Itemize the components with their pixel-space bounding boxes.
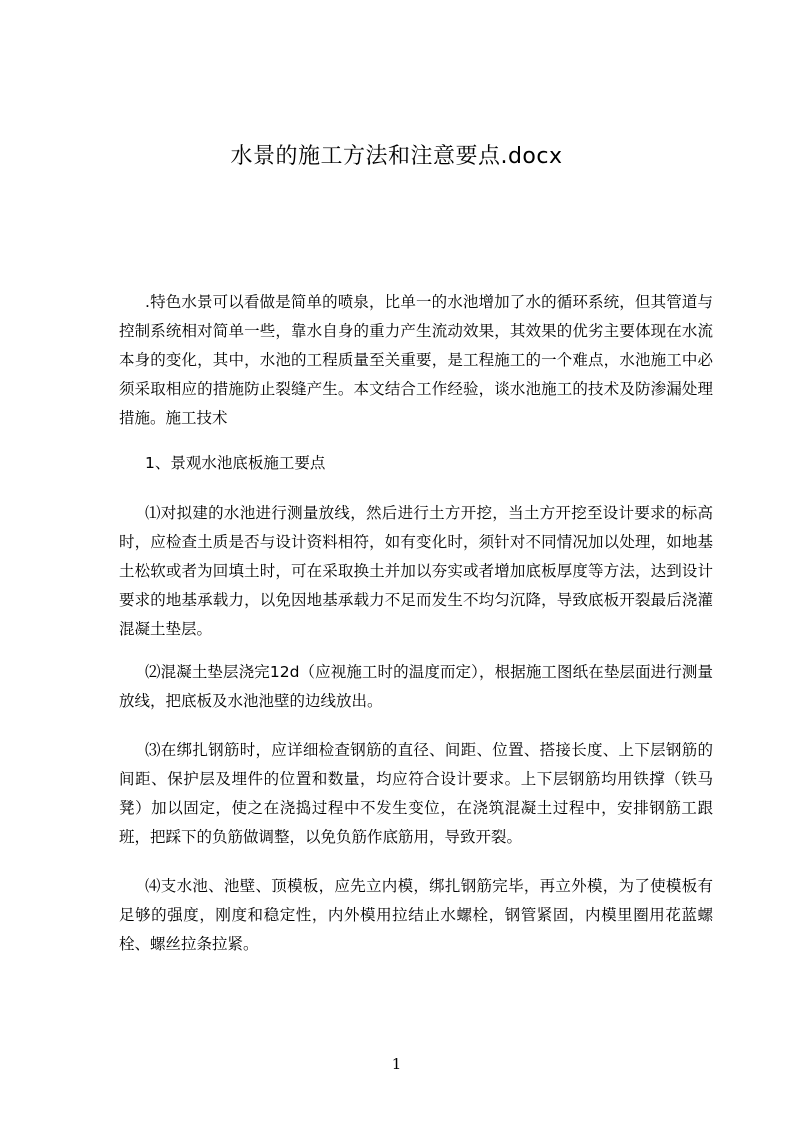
paragraph-step-4: ⑷支水池、池壁、顶模板，应先立内模，绑扎钢筋完毕，再立外模，为了使模板有足够的强度，刚度和稳定性，内外模用拉结止水螺栓，钢管紧固，内模里圈用花蓝螺栓、螺丝拉条拉紧。 xyxy=(119,877,713,953)
section-heading: 1、景观水池底板施工要点 xyxy=(145,454,326,472)
page-number: 1 xyxy=(391,1055,402,1073)
paragraph-intro: .特色水景可以看做是简单的喷泉，比单一的水池增加了水的循环系统，但其管道与控制系统相对简单一些，靠水自身的重力产生流动效果，其效果的优劣主要体现在水流本身的变化，其中，水池的工程质量至关重要，是工程施工的一个难点，水池施工中必须采取相应的措施防止裂缝产生。本文结合工作经验，谈水池施工的技术及防渗漏处理措施。施工技术 xyxy=(119,293,713,427)
paragraph-step-2: ⑵混凝土垫层浇完12d（应视施工时的温度而定），根据施工图纸在垫层面进行测量放线，把底板及水池池壁的边线放出。 xyxy=(119,663,713,710)
paragraph-step-1: ⑴对拟建的水池进行测量放线，然后进行土方开挖，当土方开挖至设计要求的标高时，应检查土质是否与设计资料相符，如有变化时，须针对不同情况加以处理，如地基土松软或者为回填土时，可在采取换土并加以夯实或者增加底板厚度等方法，达到设计要求的地基承载力，以免因地基承载力不足而发生不均匀沉降，导致底板开裂最后浇灌混凝土垫层。 xyxy=(119,504,713,638)
paragraph-step-3: ⑶在绑扎钢筋时，应详细检查钢筋的直径、间距、位置、搭接长度、上下层钢筋的间距、保护层及埋件的位置和数量，均应符合设计要求。上下层钢筋均用铁撑（铁马凳）加以固定，使之在浇捣过程中不发生变位，在浇筑混凝土过程中，安排钢筋工跟班，把踩下的负筋做调整，以免负筋作底筋用，导致开裂。 xyxy=(119,741,713,846)
document-title: 水景的施工方法和注意要点.docx xyxy=(230,144,563,169)
